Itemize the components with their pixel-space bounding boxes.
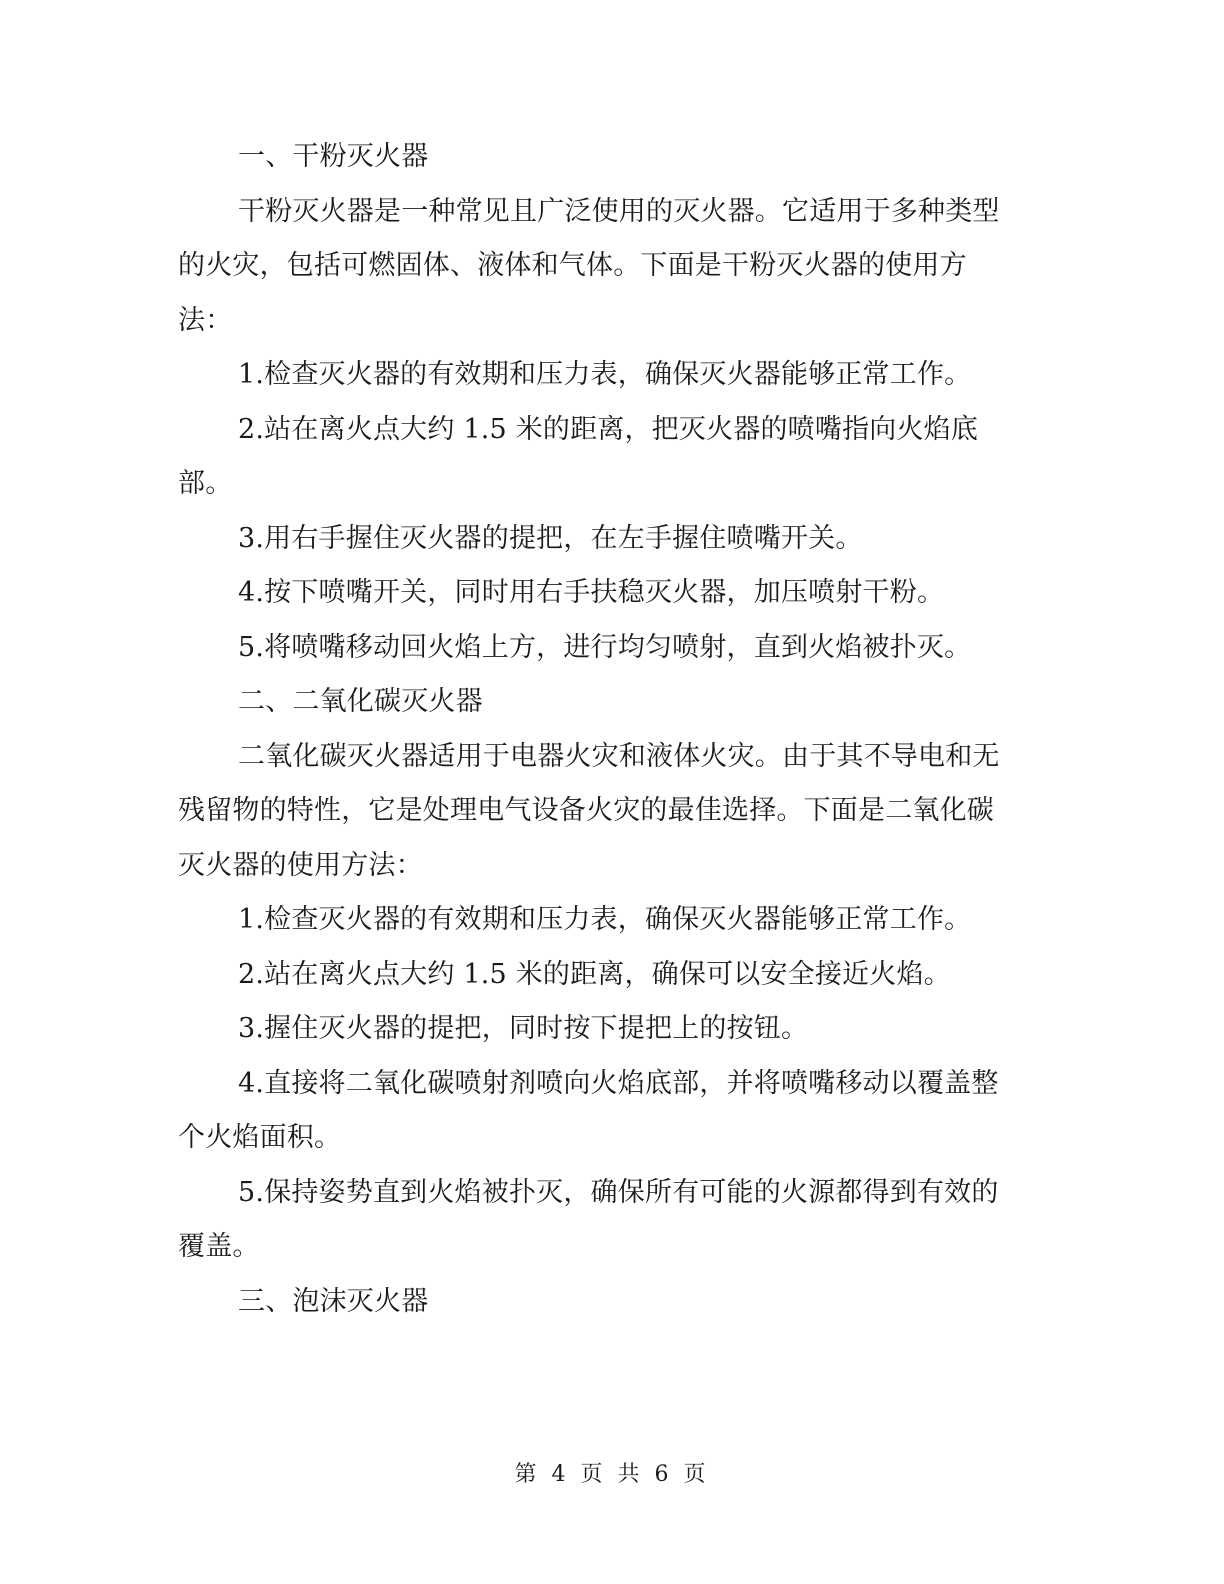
text-line: 个火焰面积。 — [178, 1122, 342, 1153]
text-line: 1.检查灭火器的有效期和压力表，确保灭火器能够正常工作。 — [238, 359, 972, 390]
text-line: 法： — [178, 304, 233, 336]
text-line: 5.保持姿势直到火焰被扑灭，确保所有可能的火源都得到有效的 — [238, 1176, 999, 1208]
text-line: 2.站在离火点大约 1.5 米的距离，把灭火器的喷嘴指向火焰底 — [238, 413, 979, 445]
text-line: 部。 — [178, 468, 233, 499]
text-line: 二、二氧化碳灭火器 — [238, 686, 483, 717]
text-line: 4.直接将二氧化碳喷射剂喷向火焰底部，并将喷嘴移动以覆盖整 — [238, 1067, 999, 1099]
text-line: 残留物的特性，它是处理电气设备火灾的最佳选择。下面是二氧化碳 — [178, 795, 994, 826]
text-line: 二氧化碳灭火器适用于电器火灾和液体火灾。由于其不导电和无 — [238, 740, 1000, 772]
text-line: 3.用右手握住灭火器的提把，在左手握住喷嘴开关。 — [238, 522, 863, 554]
text-line: 覆盖。 — [178, 1231, 260, 1262]
text-line: 3.握住灭火器的提把，同时按下提把上的按钮。 — [238, 1013, 809, 1044]
text-line: 1.检查灭火器的有效期和压力表，确保灭火器能够正常工作。 — [238, 904, 972, 935]
text-line: 干粉灭火器是一种常见且广泛使用的灭火器。它适用于多种类型 — [238, 195, 1000, 227]
text-line: 灭火器的使用方法： — [178, 849, 423, 881]
text-line: 一、干粉灭火器 — [238, 141, 429, 172]
page-footer: 第 4 页 共 6 页 — [514, 1462, 710, 1487]
text-line: 5.将喷嘴移动回火焰上方，进行均匀喷射，直到火焰被扑灭。 — [238, 631, 972, 663]
text-line: 的火灾，包括可燃固体、液体和气体。下面是干粉灭火器的使用方 — [178, 250, 967, 281]
text-line: 2.站在离火点大约 1.5 米的距离，确保可以安全接近火焰。 — [238, 958, 951, 990]
text-line: 4.按下喷嘴开关，同时用右手扶稳灭火器，加压喷射干粉。 — [238, 577, 945, 608]
document-body — [178, 130, 1038, 1329]
text-line: 三、泡沫灭火器 — [238, 1285, 429, 1317]
